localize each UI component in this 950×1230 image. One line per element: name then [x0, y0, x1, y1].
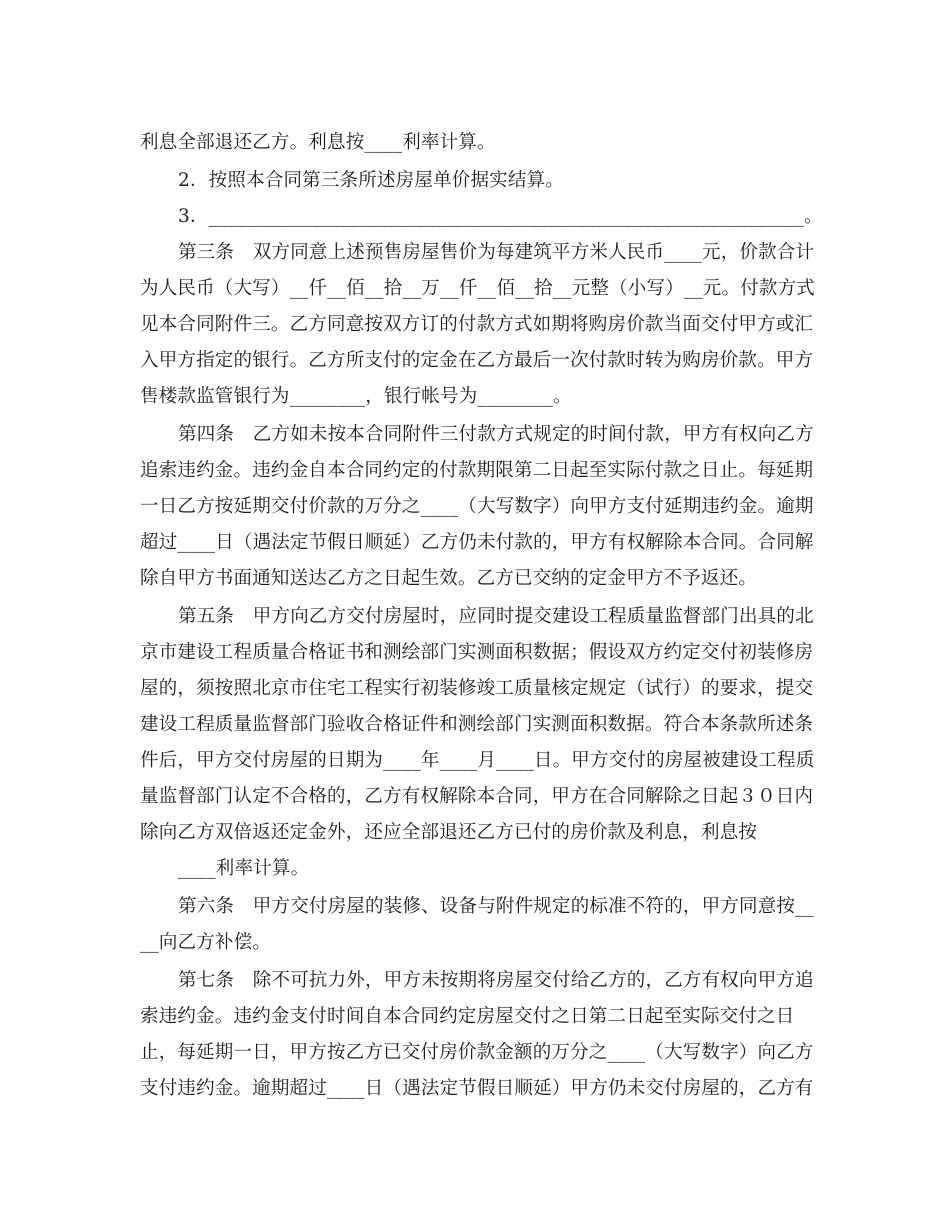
text-line: 支付违约金。逾期超过____日（遇法定节假日顺延）甲方仍未交付房屋的，乙方有: [140, 1078, 814, 1099]
text-line: 利息全部退还乙方。利息按____利率计算。: [140, 132, 496, 153]
text-line: 件后，甲方交付房屋的日期为____年____月____日。甲方交付的房屋被建设工程质: [140, 750, 815, 771]
text-line: 止，每延期一日，甲方按乙方已交付房价款金额的万分之____（大写数字）向乙方: [140, 1042, 814, 1063]
text-line: 见本合同附件三。乙方同意按双方订的付款方式如期将购房价款当面交付甲方或汇: [140, 314, 814, 335]
text-line: 追索违约金。违约金自本合同约定的付款期限第二日起至实际付款之日止。每延期: [140, 460, 814, 481]
text-line: 京市建设工程质量合格证书和测绘部门实测面积数据；假设双方约定交付初装修房: [140, 642, 814, 663]
text-line: 为人民币（大写）__仟__佰__拾__万__仟__佰__拾__元整（小写）__元。付款方式: [140, 278, 816, 299]
text-line: 除向乙方双倍返还定金外，还应全部退还乙方已付的房价款及利息，利息按: [140, 822, 758, 843]
text-line: 屋的，须按照北京市住宅工程实行初装修竣工质量核定规定（试行）的要求，提交: [140, 678, 814, 699]
text-line: 2．按照本合同第三条所述房屋单价据实结算。: [178, 170, 564, 191]
text-line: __向乙方补偿。: [140, 932, 272, 953]
text-line: ____利率计算。: [178, 858, 310, 879]
text-line: 建设工程质量监督部门验收合格证件和测绘部门实测面积数据。符合本条款所述条: [140, 714, 814, 735]
text-line: 入甲方指定的银行。乙方所支付的定金在乙方最后一次付款时转为购房价款。甲方: [140, 350, 814, 371]
clause-3-heading-line: 第三条 双方同意上述预售房屋售价为每建筑平方米人民币____元，价款合计: [178, 242, 815, 263]
text-line: 售楼款监管银行为________，银行帐号为________。: [140, 386, 572, 407]
text-line: 3．_______________________________________________________________。: [178, 206, 823, 227]
text-line: 索违约金。违约金支付时间自本合同约定房屋交付之日第二日起至实际交付之日: [140, 1006, 795, 1027]
clause-5-heading-line: 第五条 甲方向乙方交付房屋时，应同时提交建设工程质量监督部门出具的北: [178, 606, 814, 627]
clause-7-heading-line: 第七条 除不可抗力外，甲方未按期将房屋交付给乙方的，乙方有权向甲方追: [178, 970, 814, 991]
clause-4-heading-line: 第四条 乙方如未按本合同附件三付款方式规定的时间付款，甲方有权向乙方: [178, 424, 814, 445]
clause-6-heading-line: 第六条 甲方交付房屋的装修、设备与附件规定的标准不符的，甲方同意按__: [178, 896, 815, 917]
text-line: 一日乙方按延期交付价款的万分之____（大写数字）向甲方支付延期违约金。逾期: [140, 496, 814, 517]
text-line: 超过____日（遇法定节假日顺延）乙方仍未付款的，甲方有权解除本合同。合同解: [140, 532, 814, 553]
text-line: 除自甲方书面通知送达乙方之日起生效。乙方已交纳的定金甲方不予返还。: [140, 568, 758, 589]
text-line: 量监督部门认定不合格的，乙方有权解除本合同，甲方在合同解除之日起３０日内: [140, 786, 814, 807]
